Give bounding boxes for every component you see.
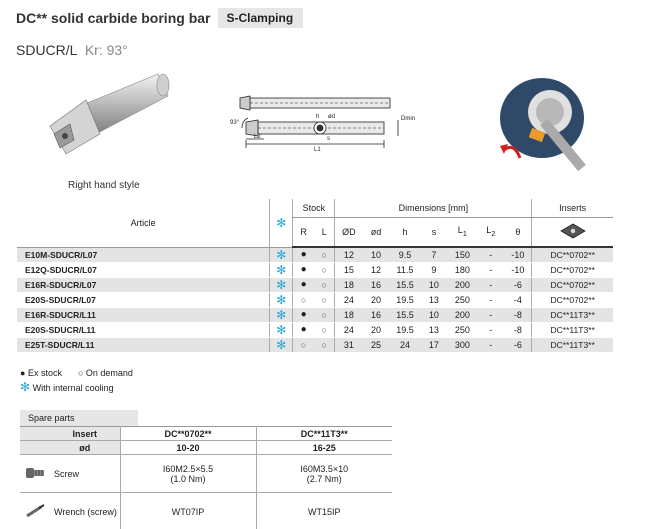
legend-cooling-icon: ✻ [20, 380, 31, 394]
col-s: s [420, 217, 447, 247]
dim-l1-label: L1 [314, 147, 321, 153]
spare-insert-label: Insert [50, 427, 120, 441]
product-code: SDUCR/L [16, 42, 77, 58]
spare-screw-col2: I60M3.5×10 (2.7 Nm) [256, 455, 392, 493]
screw-icon [20, 455, 50, 493]
table-row: E16R-SDUCR/L07 ✻ ● ○ 18 16 15.5 10 200 - -6 DC**0702** [17, 277, 613, 292]
article-table [17, 199, 613, 353]
clamping-badge: S-Clamping [218, 8, 303, 28]
table-row: E10M-SDUCR/L07 ✻ ● ○ 12 10 9.5 7 150 - -10 DC**0702** [17, 247, 613, 262]
table-row: E20S-SDUCR/L11 ✻ ● ○ 24 20 19.5 13 250 - -8 DC**11T3** [17, 322, 613, 337]
boring-bar-photo [40, 68, 190, 173]
col-r: R [293, 217, 314, 247]
col-od: ød [362, 217, 389, 247]
col-dimensions: Dimensions [mm] [335, 199, 532, 217]
spare-insert-col1: DC**0702** [120, 427, 256, 441]
legend-cooling: With internal cooling [32, 383, 114, 393]
kr-angle: Kr: 93° [84, 42, 128, 58]
spare-wrench-label: Wrench (screw) [50, 493, 120, 529]
col-article: Article [17, 199, 270, 247]
table-row: E20S-SDUCR/L07 ✻ ○ ○ 24 20 19.5 13 250 - -4 DC**0702** [17, 292, 613, 307]
col-l: L [314, 217, 335, 247]
dim-dmin-label: Dmin [401, 116, 416, 122]
application-image [490, 72, 590, 172]
col-l1: $L_1$ [448, 217, 477, 247]
dim-h-label: h [316, 114, 320, 120]
spare-insert-col2: DC**11T3** [256, 427, 392, 441]
page-title: DC** solid carbide boring bar [16, 10, 211, 26]
col-inserts: Inserts [532, 199, 613, 217]
wrench-icon [20, 493, 50, 529]
spare-screw-label: Screw [50, 455, 120, 493]
spare-parts-title: Spare parts [20, 410, 138, 426]
dim-s-label: s [327, 136, 330, 142]
legend [20, 366, 133, 395]
spare-screw-col1: I60M2.5×5.5 (1.0 Nm) [120, 455, 256, 493]
cooling-icon: ✻ [276, 215, 287, 230]
col-h: h [390, 217, 421, 247]
col-stock: Stock [293, 199, 335, 217]
col-l2: $L_2$ [477, 217, 504, 247]
col-theta: θ [504, 217, 531, 247]
table-row: E25T-SDUCR/L11 ✻ ○ ○ 31 25 24 17 300 - -6 DC**11T3** [17, 337, 613, 352]
legend-ex-stock: ● Ex stock [20, 368, 62, 378]
spare-wrench-col1: WT07IP [120, 493, 256, 529]
table-row: E16R-SDUCR/L11 ✻ ● ○ 18 16 15.5 10 200 - -8 DC**11T3** [17, 307, 613, 322]
dim-angle-label: 93° [230, 120, 240, 126]
dim-l2-label: L2 [254, 134, 261, 140]
legend-on-demand: ○ On demand [77, 368, 133, 378]
spare-wrench-col2: WT15IP [256, 493, 392, 529]
insert-shape-icon [532, 217, 613, 247]
figure-caption: Right hand style [68, 180, 140, 191]
col-oD: ØD [335, 217, 362, 247]
spare-od-col1: 10-20 [120, 441, 256, 455]
product-subtitle [16, 42, 128, 58]
col-cooling [270, 199, 293, 247]
page-header [16, 8, 303, 28]
spare-od-label: ød [50, 441, 120, 455]
spare-parts-table [20, 426, 392, 529]
table-row: E12Q-SDUCR/L07 ✻ ● ○ 15 12 11.5 9 180 - -10 DC**0702** [17, 262, 613, 277]
spare-od-col2: 16-25 [256, 441, 392, 455]
technical-drawing [228, 84, 428, 154]
dim-od-label: ød [328, 114, 336, 120]
